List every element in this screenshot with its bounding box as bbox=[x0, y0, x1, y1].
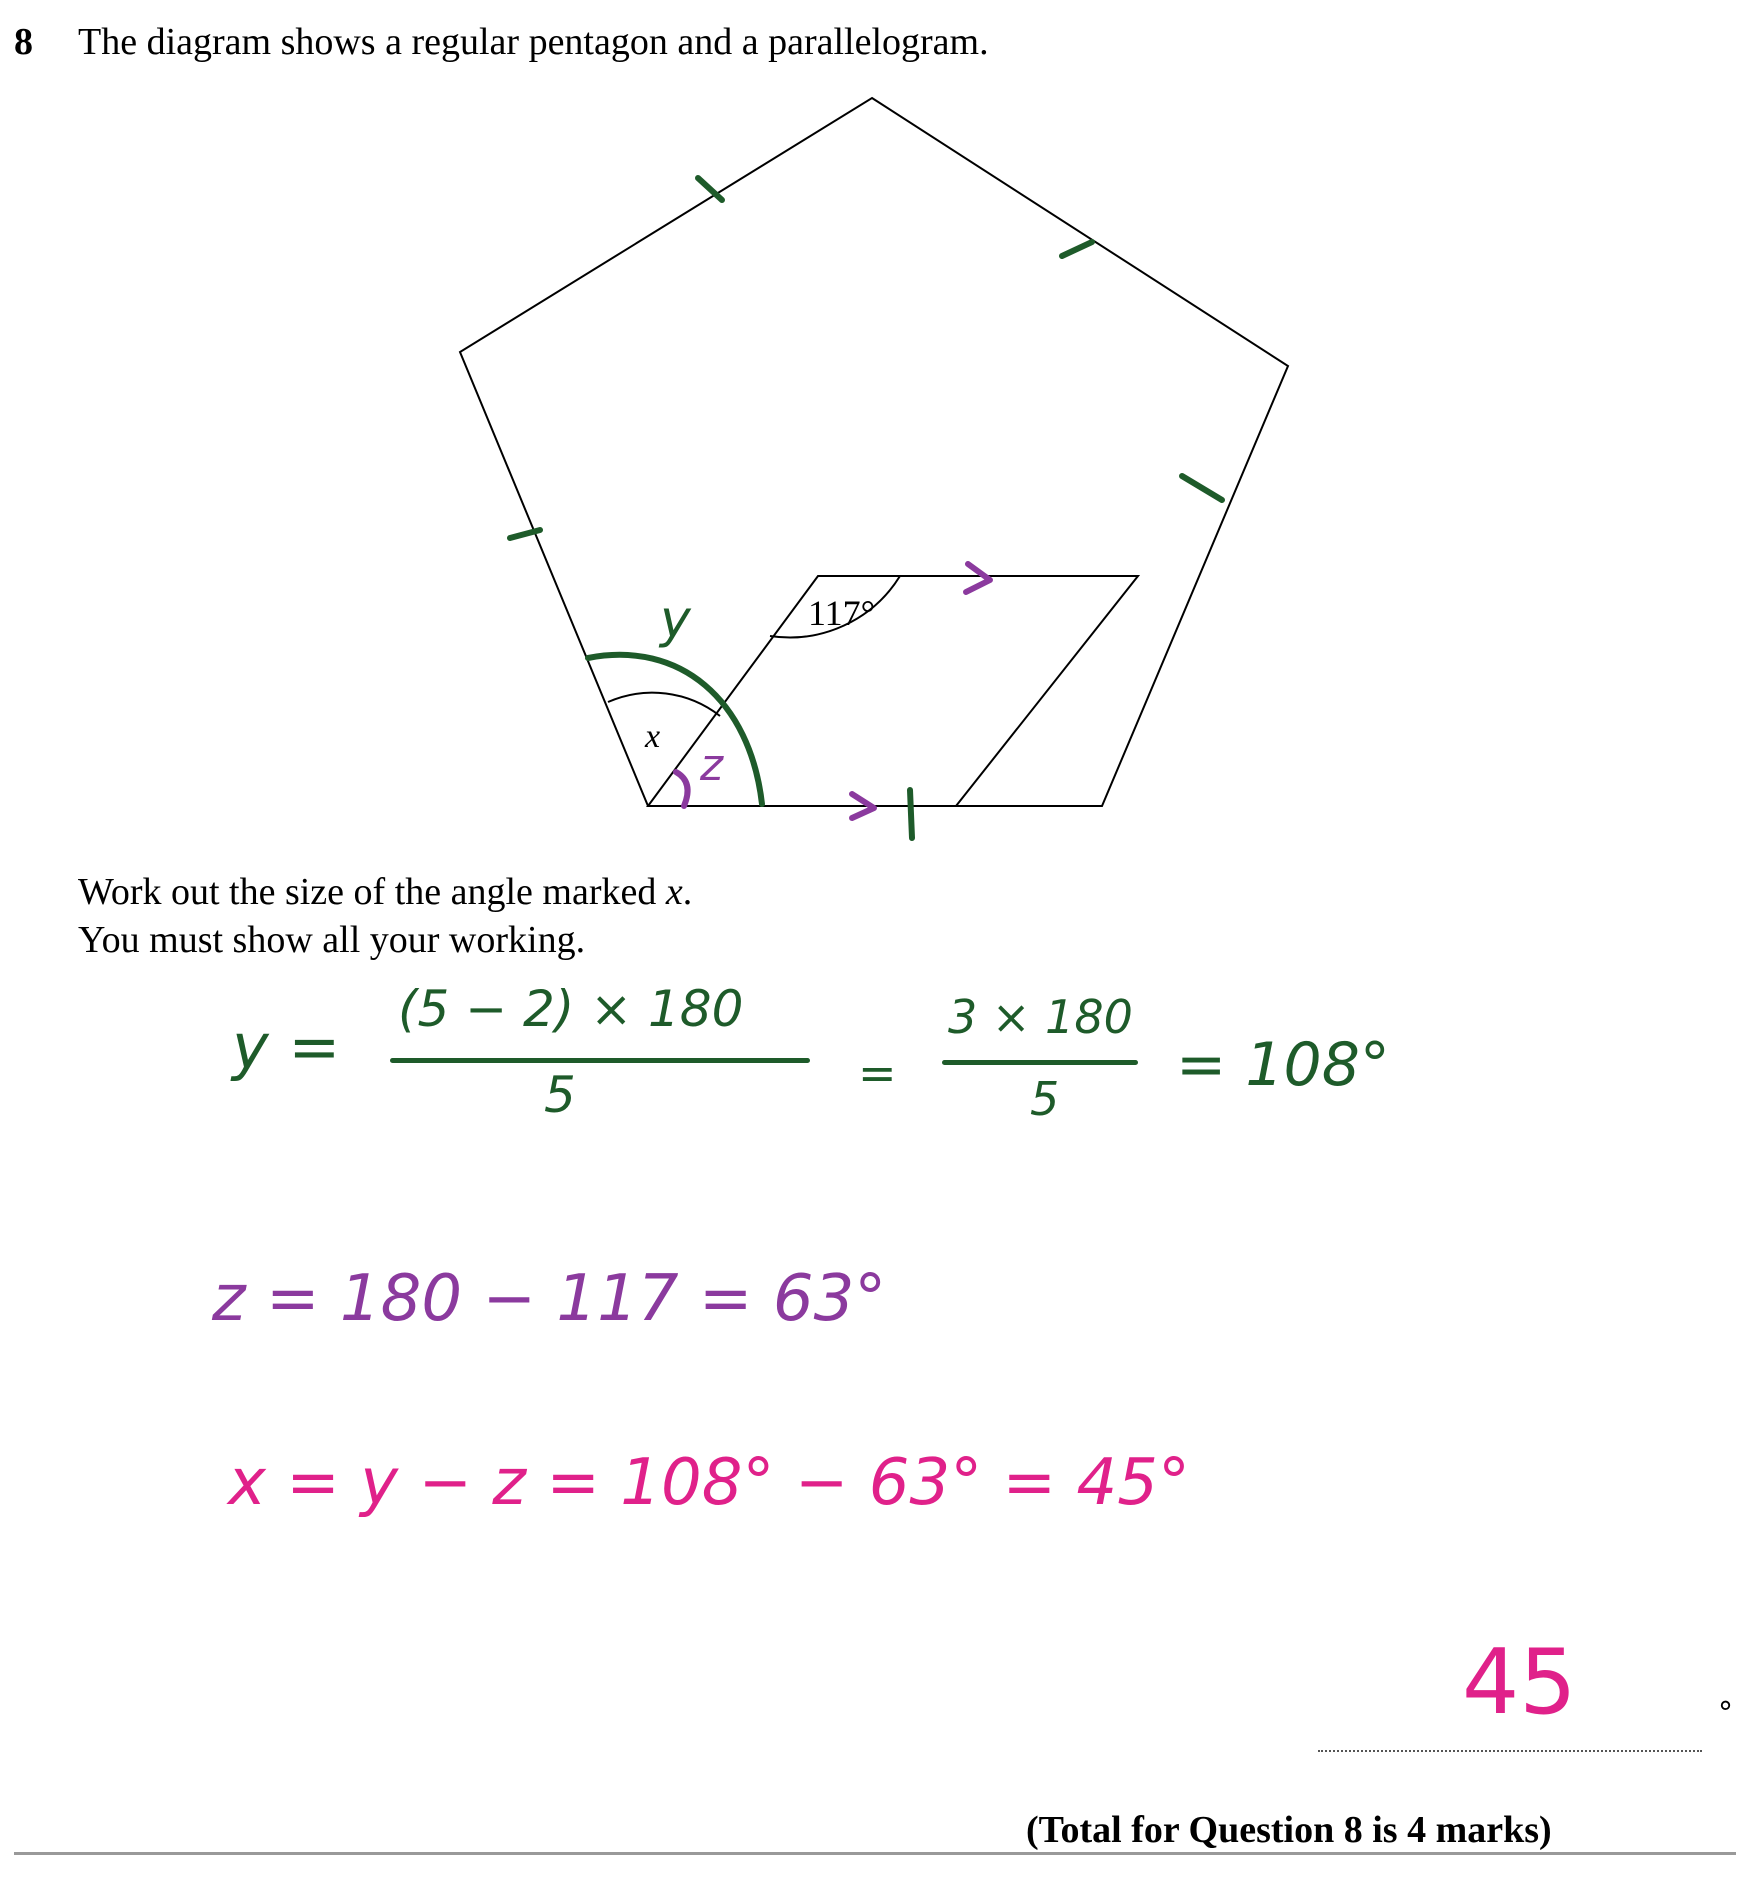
angle-z-label: z bbox=[700, 740, 724, 791]
angle-y-label: y bbox=[660, 590, 691, 650]
answer-value: 45 bbox=[1462, 1630, 1577, 1735]
working-fraction-bar-1 bbox=[390, 1058, 810, 1063]
working-y-lhs: y = bbox=[232, 1010, 341, 1083]
answer-unit: ° bbox=[1718, 1696, 1733, 1731]
regular-pentagon bbox=[460, 98, 1288, 806]
tick-mark-top-right bbox=[1062, 242, 1092, 256]
working-y-denominator-2: 5 bbox=[1030, 1072, 1060, 1126]
working-y-result: = 108° bbox=[1176, 1030, 1390, 1100]
question-text: The diagram shows a regular pentagon and a parallelogram. bbox=[78, 21, 989, 63]
tick-mark-bottom bbox=[910, 790, 912, 838]
angle-arc-x bbox=[608, 693, 720, 716]
working-equals-1: = bbox=[858, 1046, 897, 1100]
angle-arc-y bbox=[588, 655, 762, 804]
working-y-numerator: (5 − 2) × 180 bbox=[398, 980, 744, 1038]
working-x-line: x = y − z = 108° − 63° = 45° bbox=[228, 1446, 1190, 1520]
working-fraction-bar-2 bbox=[942, 1060, 1138, 1065]
tick-mark-right bbox=[1182, 476, 1222, 500]
angle-arc-z bbox=[676, 772, 688, 806]
answer-dotted-line bbox=[1318, 1750, 1702, 1752]
working-y-denominator: 5 bbox=[544, 1066, 576, 1124]
parallel-arrow-top bbox=[966, 564, 990, 592]
instructions: Work out the size of the angle marked x. You must show all your working. bbox=[78, 871, 693, 961]
total-marks: (Total for Question 8 is 4 marks) bbox=[1026, 1809, 1552, 1851]
working-y-numerator-2: 3 × 180 bbox=[948, 990, 1133, 1044]
working-z-line: z = 180 − 117 = 63° bbox=[212, 1262, 887, 1336]
angle-117-label: 117° bbox=[808, 593, 876, 633]
angle-x-label: x bbox=[645, 718, 661, 755]
question-number: 8 bbox=[14, 21, 33, 63]
bottom-divider bbox=[14, 1852, 1736, 1855]
